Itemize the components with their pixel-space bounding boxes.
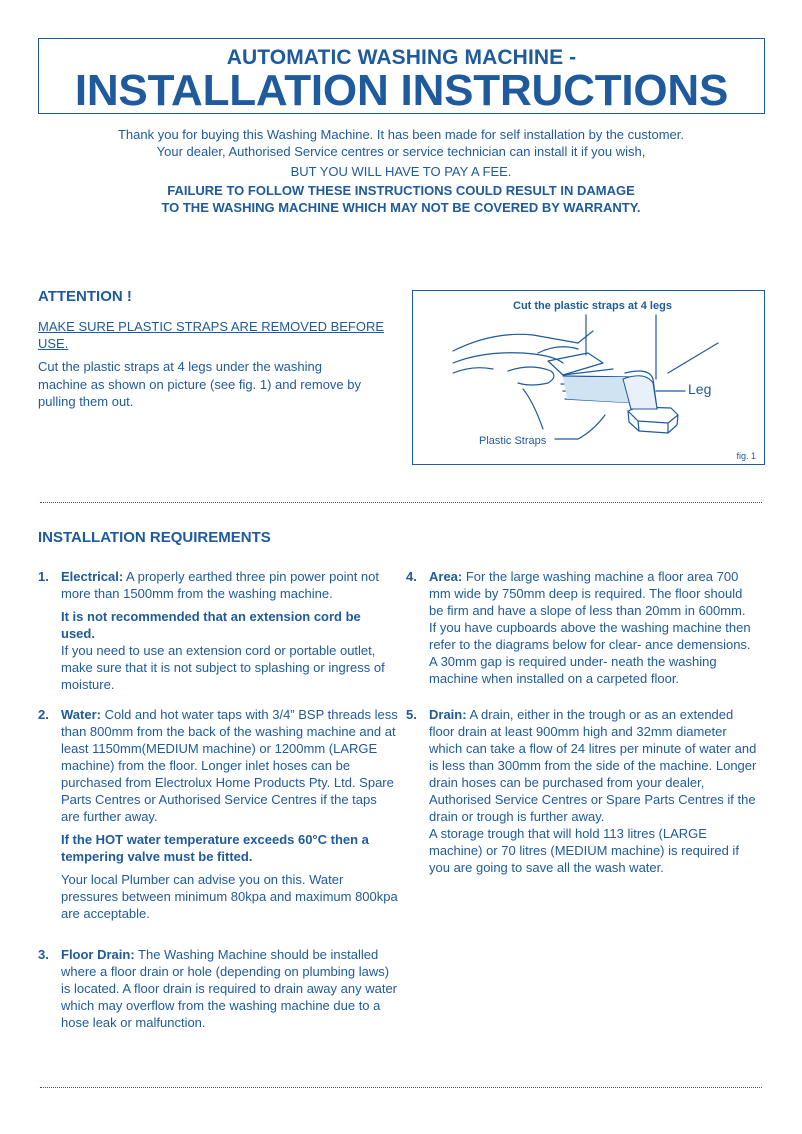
- figure-1: [412, 290, 765, 465]
- item-extra: A storage trough that will hold 113 litres (LARGE machine) or 70 litres (MEDIUM machine) is required if you are going to save all the wash water.: [429, 826, 739, 875]
- intro-line-2: Your dealer, Authorised Service centres or service technician can install it if you wish,: [156, 144, 646, 159]
- requirement-item-electrical: [38, 568, 398, 699]
- requirement-item-floor-drain: [38, 946, 398, 1037]
- item-number: 4.: [406, 569, 417, 584]
- item-extra: Your local Plumber can advise you on this. Water pressures between minimum 80kpa and maximum 800kpa are acceptable.: [61, 872, 398, 921]
- plastic-straps-label: Plastic Straps: [479, 435, 547, 447]
- attention-warning: MAKE SURE PLASTIC STRAPS ARE REMOVED BEFORE USE.: [38, 319, 385, 351]
- item-text: A drain, either in the trough or as an extended floor drain at least 900mm high and 32mm diameter which can take a flow of 24 litres per minute of water and is less than 300mm from the side of the machine. Longer drain hoses can be purchased from your dealer, Authorised Service Centres or Spare Parts Centres if the drain or trough is further away.: [429, 707, 757, 824]
- leg-label: Leg: [688, 381, 712, 397]
- item-label: Floor Drain:: [61, 947, 135, 962]
- item-text: A properly earthed three pin power point not more than 1500mm from the washing machine.: [61, 569, 379, 601]
- item-text: For the large washing machine a floor area 700 mm wide by 750mm deep is required. The floor should be firm and have a slope of less than 20mm in 600mm. If you have cupboards above the washing machine then refer to the diagrams below for clear- ance demensions. A 30mm gap is required under- neath the washing machine when installed on a carpeted floor.: [429, 569, 751, 686]
- attention-body: Cut the plastic straps at 4 legs under the washing machine as shown on picture (see fig. 1) and remove by pulling them out.: [38, 359, 362, 409]
- document-subtitle: AUTOMATIC WASHING MACHINE -: [226, 46, 577, 69]
- item-number: 3.: [38, 947, 49, 962]
- figure-caption: Cut the plastic straps at 4 legs: [513, 300, 672, 312]
- title-box: [38, 38, 765, 114]
- requirements-heading: INSTALLATION REQUIREMENTS: [38, 529, 271, 546]
- item-label: Area:: [429, 569, 463, 584]
- item-emphasis: If the HOT water temperature exceeds 60°C then a tempering valve must be fitted.: [61, 832, 369, 864]
- divider: [40, 1087, 762, 1088]
- item-number: 5.: [406, 707, 417, 722]
- requirement-item-water: [38, 706, 398, 928]
- figure-number: fig. 1: [736, 451, 756, 461]
- item-text: Cold and hot water taps with 3/4” BSP threads less than 800mm from the back of the washing machine and at least 1150mm(MEDIUM machine) or 1200mm (LARGE machine) from the floor. Longer inlet hoses can be purchased from Electrolux Home Products Pty. Ltd. Spare Parts Centres or Authorised Service Centres if the taps are further away.: [61, 707, 398, 824]
- requirement-item-area: [406, 568, 756, 693]
- item-emphasis: It is not recommended that an extension cord be used.: [61, 609, 361, 641]
- item-number: 1.: [38, 569, 49, 584]
- item-number: 2.: [38, 707, 49, 722]
- document-title: INSTALLATION INSTRUCTIONS: [74, 66, 729, 115]
- warranty-warning-2: TO THE WASHING MACHINE WHICH MAY NOT BE COVERED BY WARRANTY.: [161, 200, 641, 215]
- strap-cutting-illustration: [413, 291, 766, 466]
- intro-line-1: Thank you for buying this Washing Machine. It has been made for self installation by the customer.: [117, 127, 685, 142]
- attention-heading: ATTENTION !: [38, 288, 132, 305]
- item-label: Water:: [61, 707, 101, 722]
- requirement-item-drain: [406, 706, 762, 882]
- intro-line-3: BUT YOU WILL HAVE TO PAY A FEE.: [290, 164, 512, 179]
- item-label: Drain:: [429, 707, 467, 722]
- item-extra: If you need to use an extension cord or portable outlet, make sure that it is not subject to splashing or ingress of moisture.: [61, 643, 385, 692]
- warranty-warning-1: FAILURE TO FOLLOW THESE INSTRUCTIONS COULD RESULT IN DAMAGE: [167, 183, 635, 198]
- item-text: The Washing Machine should be installed where a floor drain or hole (depending on plumbing laws) is located. A floor drain is required to drain away any water which may overflow from the washing machine due to a hose leak or malfunction.: [61, 947, 398, 1030]
- divider: [40, 502, 762, 503]
- item-label: Electrical:: [61, 569, 124, 584]
